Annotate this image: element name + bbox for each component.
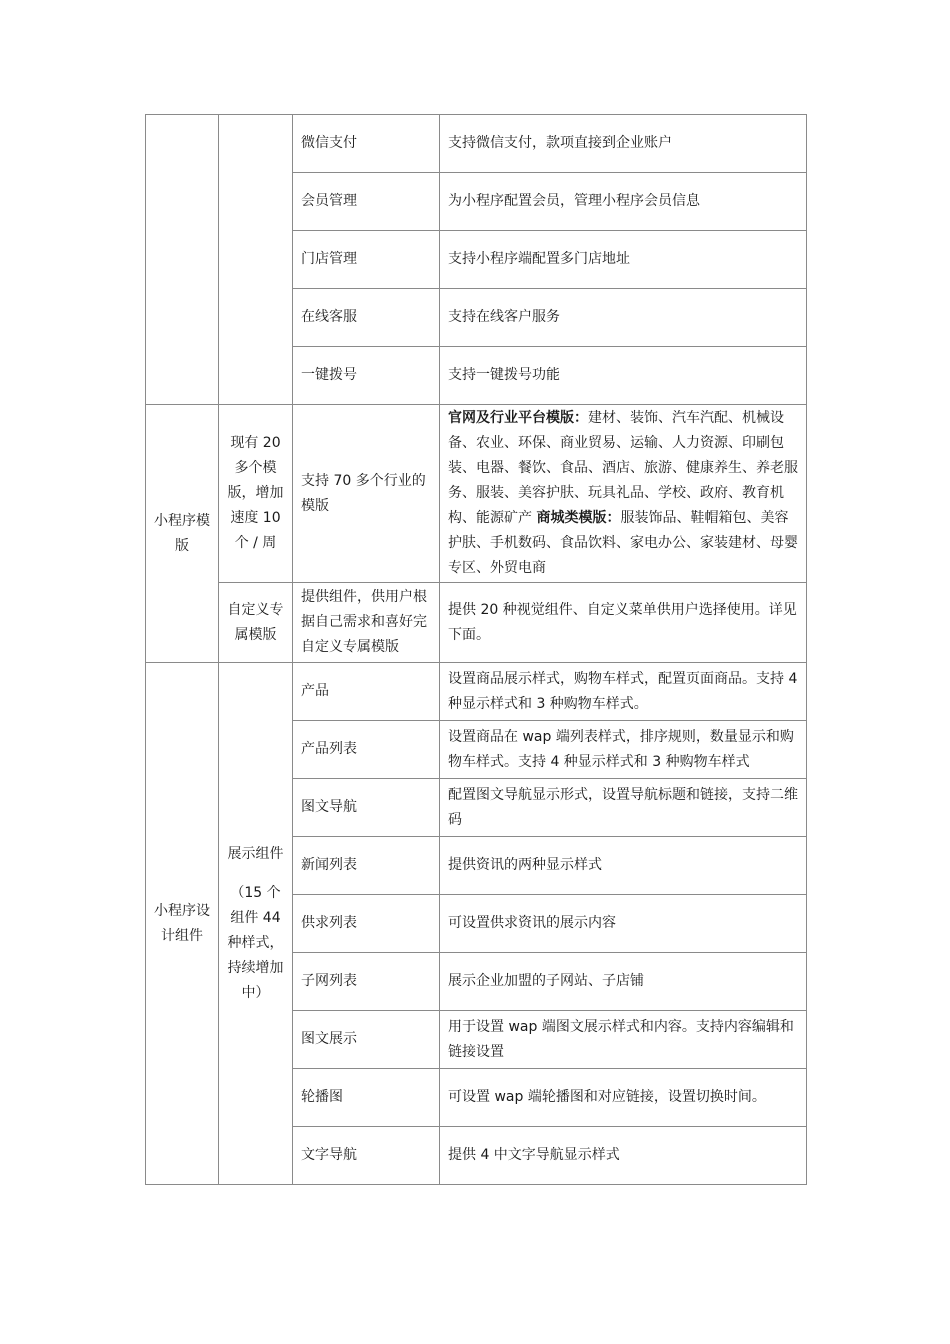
subcategory-cell: 自定义专属模版 [219,583,293,663]
description-cell: 设置商品在 wap 端列表样式，排序规则，数量显示和购物车样式。支持 4 种显示样式和 3 种购物车样式 [440,721,807,779]
description-cell: 支持小程序端配置多门店地址 [440,231,807,289]
description-cell: 可设置 wap 端轮播图和对应链接，设置切换时间。 [440,1069,807,1127]
category-cell: 小程序模版 [146,405,219,663]
description-cell: 为小程序配置会员，管理小程序会员信息 [440,173,807,231]
feature-cell: 一键拨号 [293,347,440,405]
table-row [146,405,807,583]
template-type-label: 商城类模版： [536,510,621,526]
template-list-text: 建材、装饰、汽车汽配、机械设备、农业、环保、商业贸易、运输、人力资源、印刷包装、电器、餐饮、食品、酒店、旅游、健康养生、养老服务、服装、美容护肤、玩具礼品、学校、政府、教育机构、能源矿产 [448,410,798,526]
description-cell: 可设置供求资讯的展示内容 [440,895,807,953]
description-cell: 支持微信支付，款项直接到企业账户 [440,115,807,173]
feature-cell: 子网列表 [293,953,440,1011]
subcategory-title: 展示组件 [227,845,284,862]
feature-cell: 产品列表 [293,721,440,779]
feature-cell: 图文导航 [293,779,440,837]
feature-cell: 轮播图 [293,1069,440,1127]
description-cell: 展示企业加盟的子网站、子店铺 [440,953,807,1011]
feature-cell: 会员管理 [293,173,440,231]
subcategory-cell: 现有 20 多个模版，增加速度 10 个 / 周 [219,405,293,583]
feature-cell: 新闻列表 [293,837,440,895]
table-row [146,663,807,721]
feature-cell: 供求列表 [293,895,440,953]
table-row [146,583,807,663]
template-list-text: 服装饰品、鞋帽箱包、美容护肤、手机数码、食品饮料、家电办公、家装建材、母婴专区、外贸电商 [448,510,798,576]
description-cell: 提供 4 中文字导航显示样式 [440,1127,807,1185]
spacer [227,867,284,881]
description-cell: 用于设置 wap 端图文展示样式和内容。支持内容编辑和链接设置 [440,1011,807,1069]
template-type-label: 官网及行业平台模版： [448,410,588,426]
empty-category-cell [146,115,219,405]
description-cell: 提供 20 种视觉组件、自定义菜单供用户选择使用。详见下面。 [440,583,807,663]
feature-cell: 支持 70 多个行业的模版 [293,405,440,583]
description-cell: 支持在线客户服务 [440,289,807,347]
feature-table [145,114,807,1185]
feature-cell: 门店管理 [293,231,440,289]
empty-subcategory-cell [219,115,293,405]
description-cell: 设置商品展示样式，购物车样式，配置页面商品。支持 4 种显示样式和 3 种购物车样式。 [440,663,807,721]
feature-cell: 提供组件，供用户根据自己需求和喜好完自定义专属模版 [293,583,440,663]
feature-cell: 文字导航 [293,1127,440,1185]
feature-cell: 微信支付 [293,115,440,173]
description-cell: 配置图文导航显示形式，设置导航标题和链接，支持二维码 [440,779,807,837]
category-cell: 小程序设计组件 [146,663,219,1185]
feature-cell: 在线客服 [293,289,440,347]
feature-cell: 产品 [293,663,440,721]
description-cell [440,405,807,583]
subcategory-cell [219,663,293,1185]
description-cell: 提供资讯的两种显示样式 [440,837,807,895]
feature-cell: 图文展示 [293,1011,440,1069]
table-row [146,115,807,173]
subcategory-note: （15 个组件 44 种样式，持续增加中） [227,884,284,1001]
description-cell: 支持一键拨号功能 [440,347,807,405]
